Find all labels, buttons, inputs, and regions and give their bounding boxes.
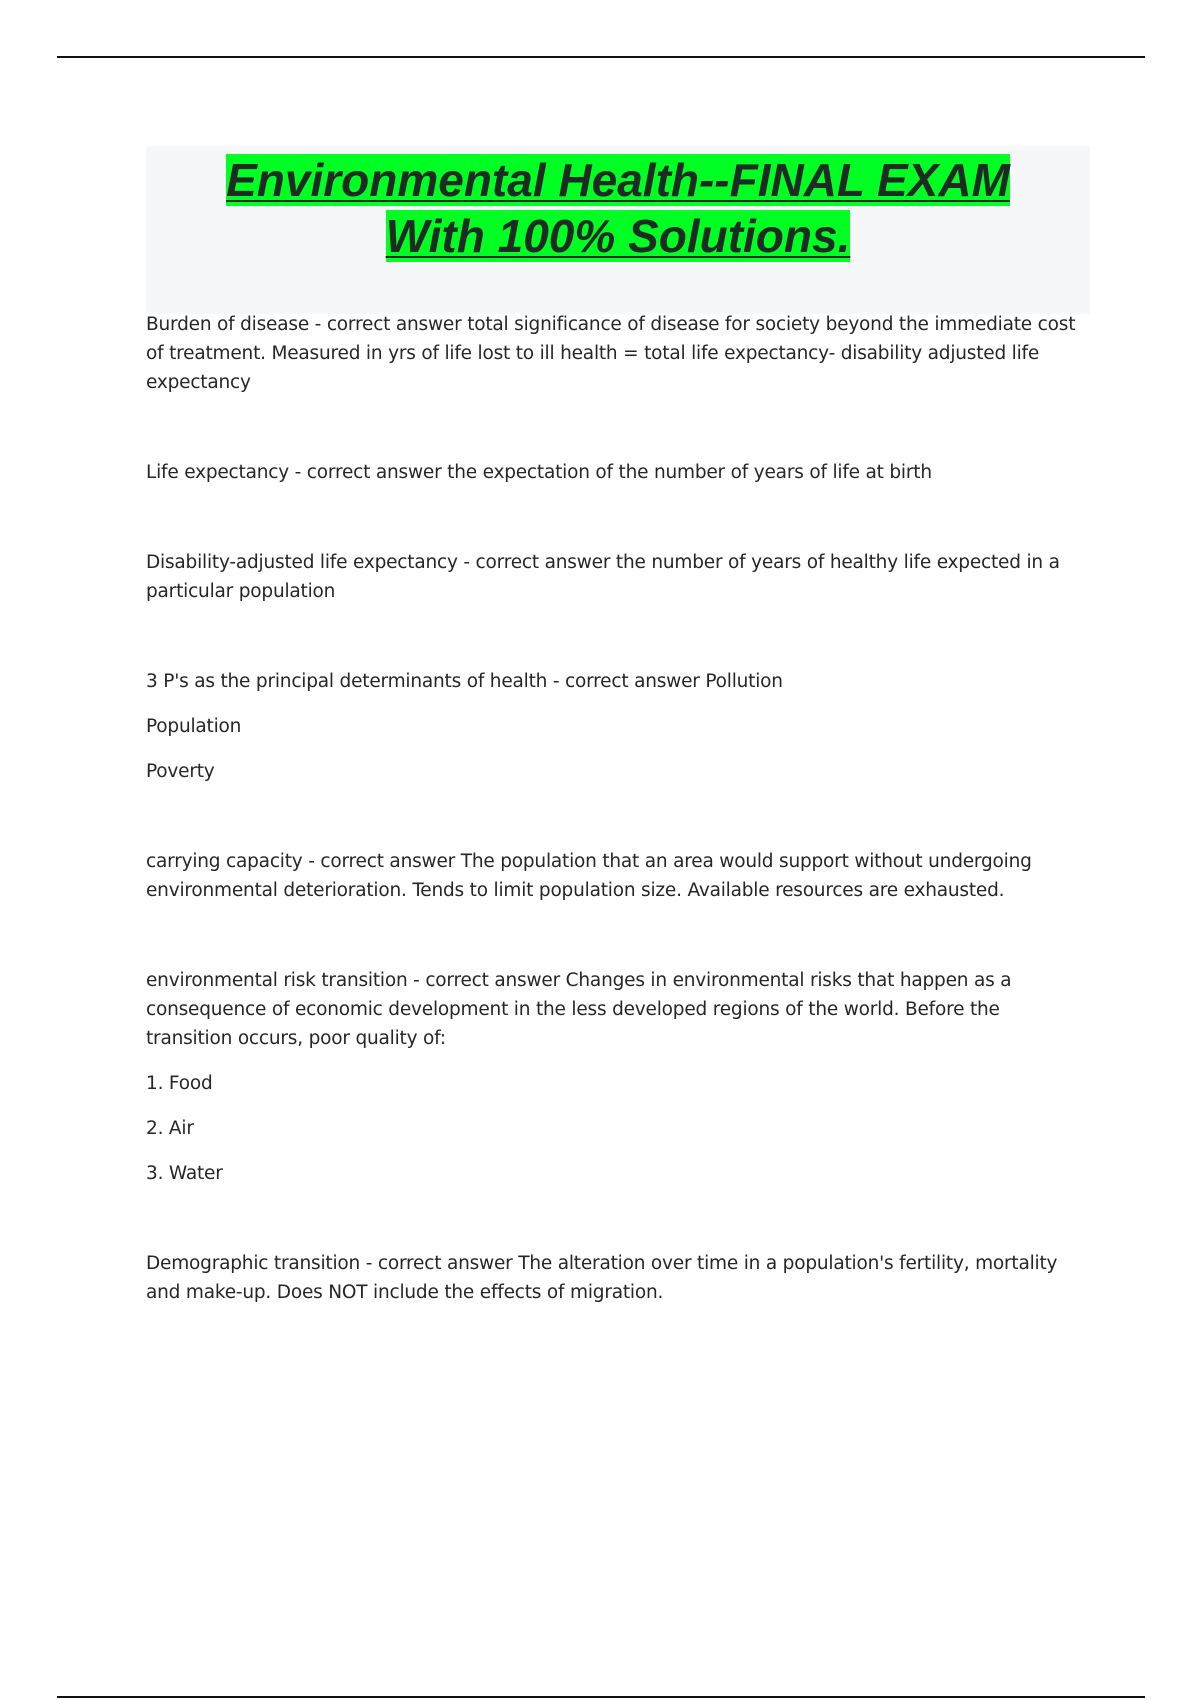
entry-text: Life expectancy - correct answer the expectation of the number of years of life at birth [146, 462, 932, 483]
entry-text: Burden of disease - correct answer total significance of disease for society beyond the immediate cost of treatment. Measured in yrs of life lost to ill health = total life expectancy- disability adjusted life expectancy [146, 314, 1076, 393]
header-rule [57, 56, 1145, 58]
entry-extra-line: 1. Food [146, 1073, 213, 1094]
flashcard-entry [146, 966, 1090, 1188]
entry-extra-line: Poverty [146, 761, 215, 782]
entry-text: environmental risk transition - correct answer Changes in environmental risks that happen as a consequence of economic development in the less developed regions of the world. Before the transition occurs, poor quality of: [146, 970, 1012, 1049]
document-body [146, 310, 1090, 1307]
entry-extra-line: Population [146, 716, 242, 737]
flashcard-entry [146, 1249, 1090, 1307]
entry-text: Demographic transition - correct answer The alteration over time in a population's fertility, mortality and make-up. Does NOT include the effects of migration. [146, 1253, 1058, 1303]
flashcard-entry [146, 310, 1090, 397]
footer-rule [57, 1696, 1145, 1698]
entry-text: carrying capacity - correct answer The population that an area would support without undergoing environmental deterioration. Tends to limit population size. Available resources are exhausted. [146, 851, 1032, 901]
flashcard-entry [146, 847, 1090, 905]
entry-extra-line: 3. Water [146, 1163, 223, 1184]
document-title-line-1: Environmental Health--FINAL EXAM [226, 154, 1010, 206]
entry-extra-line: 2. Air [146, 1118, 194, 1139]
flashcard-entry [146, 458, 1090, 487]
flashcard-entry [146, 667, 1090, 786]
flashcard-entry [146, 548, 1090, 606]
title-banner [146, 146, 1090, 314]
entry-text: 3 P's as the principal determinants of health - correct answer Pollution [146, 671, 783, 692]
entry-text: Disability-adjusted life expectancy - correct answer the number of years of healthy life expected in a particular population [146, 552, 1060, 602]
document-title-line-2: With 100% Solutions. [385, 210, 851, 262]
